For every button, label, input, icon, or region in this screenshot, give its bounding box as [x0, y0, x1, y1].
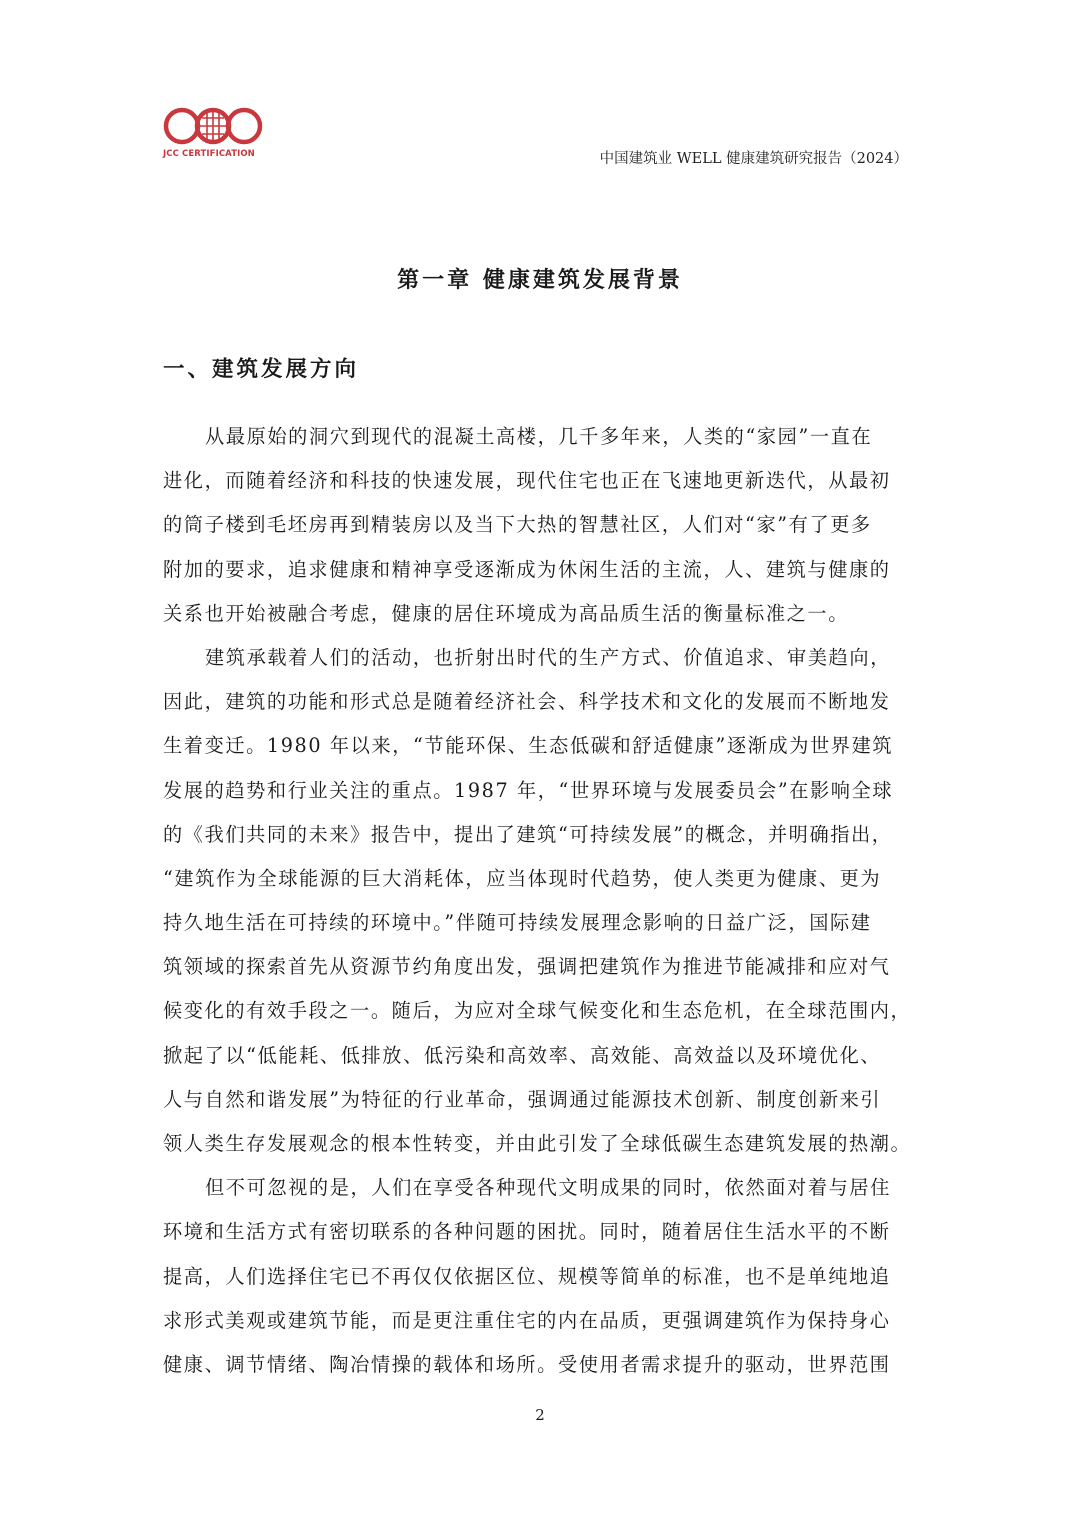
text-line: 的筒子楼到毛坯房再到精装房以及当下大热的智慧社区，人们对“家”有了更多 — [163, 513, 872, 537]
text-line: 求形式美观或建筑节能，而是更注重住宅的内在品质，更强调建筑作为保持身心 — [163, 1308, 891, 1332]
text-line: 人与自然和谐发展”为特征的行业革命，强调通过能源技术创新、制度创新来引 — [163, 1087, 882, 1111]
text-line: 掀起了以“低能耗、低排放、低污染和高效率、高效能、高效益以及环境优化、 — [163, 1043, 882, 1067]
text-line: “建筑作为全球能源的巨大消耗体，应当体现时代趋势，使人类更为健康、更为 — [163, 866, 882, 890]
text-line: 健康、调节情绪、陶冶情操的载体和场所。受使用者需求提升的驱动，世界范围 — [163, 1352, 891, 1376]
text-line: 生着变迁。1980 年以来，“节能环保、生态低碳和舒适健康”逐渐成为世界建筑 — [163, 734, 894, 758]
text-line: 建筑承载着人们的活动，也折射出时代的生产方式、价值追求、审美趋向， — [205, 645, 891, 669]
section-heading: 一、建筑发展方向 — [163, 357, 360, 382]
text-line: 但不可忽视的是，人们在享受各种现代文明成果的同时，依然面对着与居住 — [205, 1176, 891, 1200]
text-line: 的《我们共同的未来》报告中，提出了建筑“可持续发展”的概念，并明确指出， — [163, 822, 893, 846]
jcc-logo — [163, 105, 263, 161]
jcc-logo-mark — [163, 105, 263, 147]
text-line: 从最原始的洞穴到现代的混凝土高楼，几千多年来，人类的“家园”一直在 — [205, 425, 873, 448]
text-line: 因此，建筑的功能和形式总是随着经济社会、科学技术和文化的发展而不断地发 — [163, 690, 891, 714]
page-number: 2 — [535, 1406, 545, 1424]
text-line: 持久地生活在可持续的环境中。”伴随可持续发展理念影响的日益广泛，国际建 — [163, 911, 872, 935]
text-line: 领人类生存发展观念的根本性转变，并由此引发了全球低碳生态建筑发展的热潮。 — [163, 1132, 912, 1155]
text-line: 筑领域的探索首先从资源节约角度出发，强调把建筑作为推进节能减排和应对气 — [163, 955, 891, 979]
text-line: 候变化的有效手段之一。随后，为应对全球气候变化和生态危机，在全球范围内， — [163, 999, 912, 1023]
text-line: 进化，而随着经济和科技的快速发展，现代住宅也正在飞速地更新迭代，从最初 — [163, 469, 891, 493]
text-line: 环境和生活方式有密切联系的各种问题的困扰。同时，随着居住生活水平的不断 — [163, 1220, 891, 1244]
text-line: 关系也开始被融合考虑，健康的居住环境成为高品质生活的衡量标准之一。 — [163, 601, 849, 625]
running-header: 中国建筑业 WELL 健康建筑研究报告（2024） — [599, 151, 908, 167]
chapter-title: 第一章 健康建筑发展背景 — [397, 267, 683, 293]
logo-text: JCC CERTIFICATION — [163, 149, 255, 159]
text-line: 发展的趋势和行业关注的重点。1987 年，“世界环境与发展委员会”在影响全球 — [163, 778, 894, 802]
text-line: 提高，人们选择住宅已不再仅仅依据区位、规模等简单的标准，也不是单纯地追 — [163, 1264, 891, 1288]
text-line: 附加的要求，追求健康和精神享受逐渐成为休闲生活的主流，人、建筑与健康的 — [163, 557, 891, 581]
body-text — [163, 420, 923, 1392]
